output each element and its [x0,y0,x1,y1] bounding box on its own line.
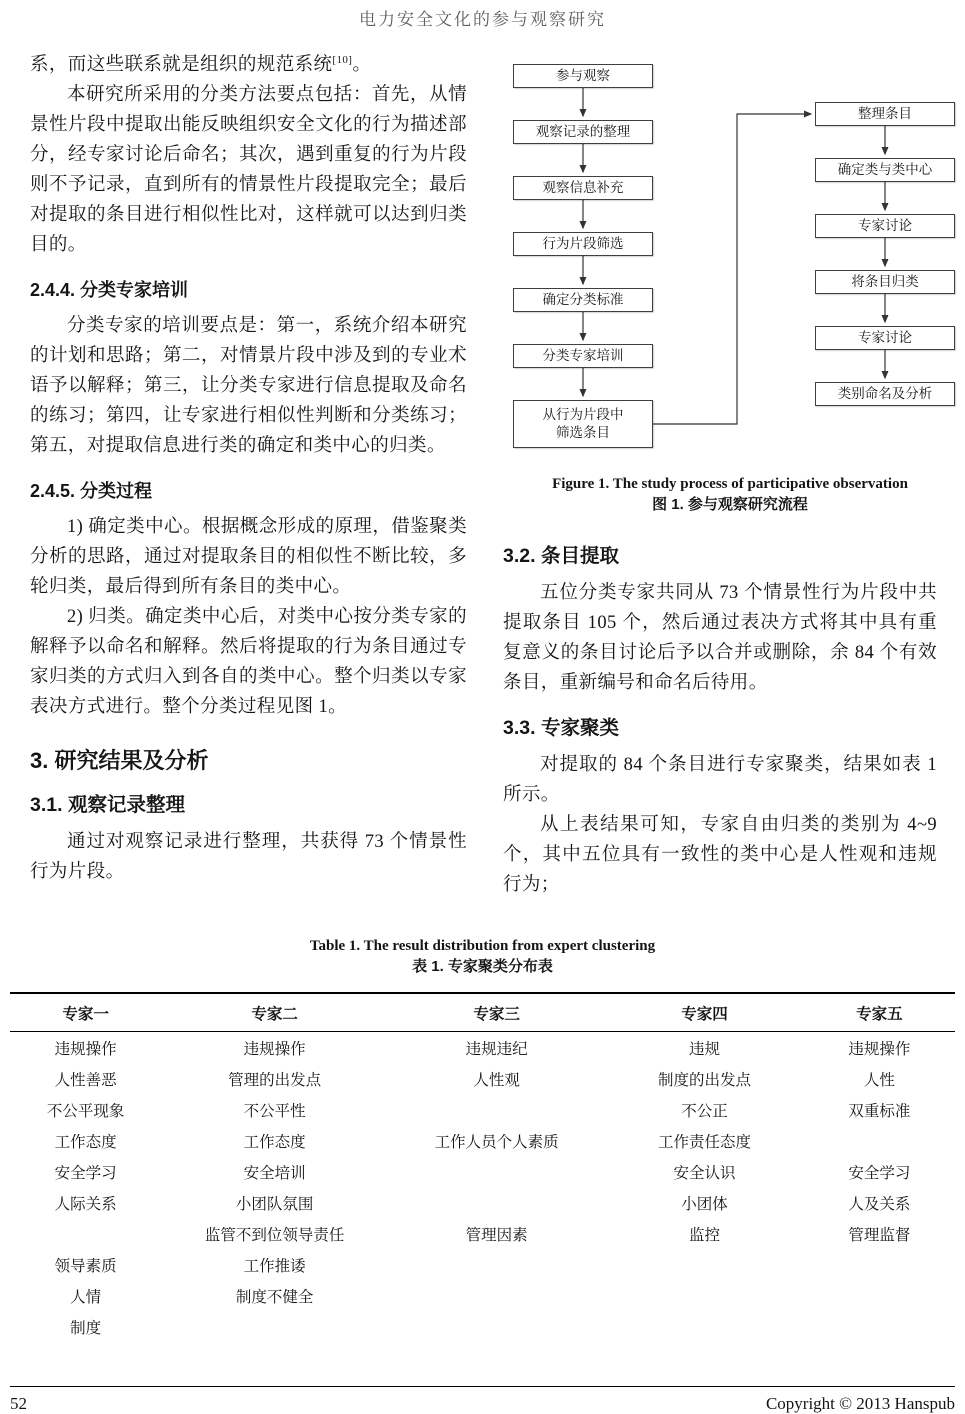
heading-3-3: 3.3. 专家聚类 [503,717,619,739]
table-cell [388,1187,605,1218]
flow-step-expert-training: 分类专家培训 [513,344,653,368]
table-row [10,1187,955,1218]
table-cell: 工作人员个人素质 [434,1133,559,1151]
flow-step-item-extraction [513,400,653,448]
table-cell: 管理的出发点 [228,1071,322,1089]
flow-step-info-supplement: 观察信息补充 [513,176,653,200]
table-row [10,1249,955,1280]
table-cell: 安全认识 [673,1164,736,1182]
figure-caption [505,474,955,515]
heading-3-1: 3.1. 观察记录整理 [30,794,185,816]
table-cell: 制度的出发点 [658,1071,752,1089]
right-column [503,540,937,900]
table-cell: 安全学习 [54,1164,117,1182]
table-header-expert-4: 专家四 [605,993,803,1032]
table-cell [388,1311,605,1342]
table-row [10,1218,955,1249]
flow-step-record-sorting: 观察记录的整理 [513,120,653,144]
table-cell: 监管不到位领导责任 [204,1226,345,1244]
paragraph: 2) 归类。确定类中心后，对类中心按分类专家的解释予以命名和解释。然后将提取的行为条目通过专家归类的方式归入到各自的类中心。整个归类以专家表决方式进行。整个分类过程见图 1。 [30,607,467,717]
flow-step-line: 从行为片段中 [542,407,624,422]
paragraph: 1) 确定类中心。根据概念形成的原理，借鉴聚类分析的思路，通过对提取条目的相似性不断比较，多轮归类，最后得到所有条目的类中心。 [30,517,467,597]
table-cell: 不公平性 [243,1102,306,1120]
copyright-text: Copyright © 2013 Hanspub [765,1394,955,1413]
figure-caption-en: Figure 1. The study process of participative observation [552,476,908,492]
table-cell [388,1156,605,1187]
table-cell [804,1249,955,1280]
table-cell: 工作责任态度 [658,1133,752,1151]
paragraph: 从上表结果可知，专家自由归类的类别为 4~9 个，其中五位具有一致性的类中心是人性观和违规行为； [503,815,937,895]
flow-step-segment-screening: 行为片段筛选 [513,232,653,256]
table-row [10,1094,955,1125]
flow-step-define-class-centers: 确定类与类中心 [815,158,955,182]
table-cell: 小团队氛围 [235,1195,314,1213]
figure-caption-zh: 图 1. 参与观察研究流程 [652,496,808,513]
table-cell: 违规操作 [243,1040,306,1058]
table-header-expert-5: 专家五 [804,993,955,1032]
table-cell: 安全培训 [243,1164,306,1182]
table-cell [388,1280,605,1311]
table-cell: 制度不健全 [235,1288,314,1306]
table-cell [605,1280,803,1311]
heading-2-4-4: 2.4.4. 分类专家培训 [30,280,189,300]
table-cell: 违规违纪 [465,1040,528,1058]
table-cell: 人性善恶 [54,1071,117,1089]
table-cell: 人性观 [473,1071,520,1089]
table-cell: 安全学习 [848,1164,911,1182]
flow-step-participative-observation: 参与观察 [513,64,653,88]
table-cell: 人及关系 [848,1195,911,1213]
table-cell: 人性 [863,1071,895,1089]
citation-ref: [10] [332,53,353,66]
running-head: 电力安全文化的参与观察研究 [359,10,606,29]
paragraph-text: 系，而这些联系就是组织的规范系统 [30,55,333,75]
table-cell: 不公平现象 [46,1102,125,1120]
paragraph: 通过对观察记录进行整理，共获得 73 个情景性行为片段。 [30,832,467,882]
table-cell [605,1249,803,1280]
table-cell: 双重标准 [848,1102,911,1120]
flow-step-sort-items: 整理条目 [815,102,955,126]
paragraph: 分类专家的培训要点是：第一，系统介绍本研究的计划和思路；第二，对情景片段中涉及到的专业术语予以解释；第三，让分类专家进行信息提取及命名的练习；第四，让专家进行相似性判断和分类练习；第五，对提取信息进行类的确定和类中心的归类。 [30,316,467,456]
table-cell [388,1094,605,1125]
heading-3: 3. 研究结果及分析 [30,748,209,773]
table-cell [10,1218,161,1249]
paragraph-text: 。 [352,55,372,75]
table-cell [804,1311,955,1342]
flow-step-naming-analysis: 类别命名及分析 [815,382,955,406]
flow-step-expert-discussion-2: 专家讨论 [815,326,955,350]
table-cell: 领导素质 [54,1257,117,1275]
table-row [10,1032,955,1064]
table-row [10,1280,955,1311]
table-cell [161,1311,388,1342]
table-cell: 管理监督 [848,1226,911,1244]
table-caption-en: Table 1. The result distribution from expert clustering [309,938,656,954]
table-cell: 人情 [70,1288,102,1306]
table-cell: 违规操作 [848,1040,911,1058]
table-cell: 人际关系 [54,1195,117,1213]
table-cell: 监控 [689,1226,721,1244]
flow-step-classify-items: 将条目归类 [815,270,955,294]
figure-1-flowchart [505,60,955,462]
heading-2-4-5: 2.4.5. 分类过程 [30,481,153,501]
table-cell: 工作态度 [243,1133,306,1151]
table-row [10,1156,955,1187]
table-header-expert-1: 专家一 [10,993,161,1032]
table-header-expert-2: 专家二 [161,993,388,1032]
page-footer [10,1386,955,1414]
table-cell: 违规操作 [54,1040,117,1058]
table-cell [388,1249,605,1280]
table-cell [804,1280,955,1311]
page-number: 52 [10,1394,27,1413]
table-row [10,1311,955,1342]
table-cell [605,1311,803,1342]
table-caption [0,936,965,977]
table-cell: 工作推诿 [243,1257,306,1275]
table-cell: 管理因素 [465,1226,528,1244]
table-row [10,1063,955,1094]
table-cell: 制度 [70,1319,102,1337]
table-caption-zh: 表 1. 专家聚类分布表 [412,958,553,975]
flow-step-classification-standard: 确定分类标准 [513,288,653,312]
paragraph: 五位分类专家共同从 73 个情景性行为片段中共提取条目 105 个，然后通过表决方式将其中具有重复意义的条目讨论后予以合并或删除，余 84 个有效条目，重新编号和命名后待用。 [503,583,937,693]
flow-step-line: 筛选条目 [556,425,610,440]
left-column [30,50,467,887]
expert-clustering-table [10,992,955,1342]
paragraph [30,50,467,80]
table-header-expert-3: 专家三 [388,993,605,1032]
table-cell: 不公正 [681,1102,728,1120]
flow-step-expert-discussion-1: 专家讨论 [815,214,955,238]
paragraph: 本研究所采用的分类方法要点包括：首先，从情景性片段中提取出能反映组织安全文化的行为描述部分，经专家讨论后命名；其次，遇到重复的行为片段则不予记录，直到所有的情景性片段提取完全；最后对提取的条目进行相似性比对，这样就可以达到归类目的。 [30,85,467,255]
table-cell [804,1125,955,1156]
table-cell: 小团体 [681,1195,728,1213]
table-cell: 违规 [689,1040,721,1058]
table-row [10,1125,955,1156]
table-header-row [10,993,955,1032]
paragraph: 对提取的 84 个条目进行专家聚类，结果如表 1 所示。 [503,755,937,805]
heading-3-2: 3.2. 条目提取 [503,545,619,567]
table-cell: 工作态度 [54,1133,117,1151]
